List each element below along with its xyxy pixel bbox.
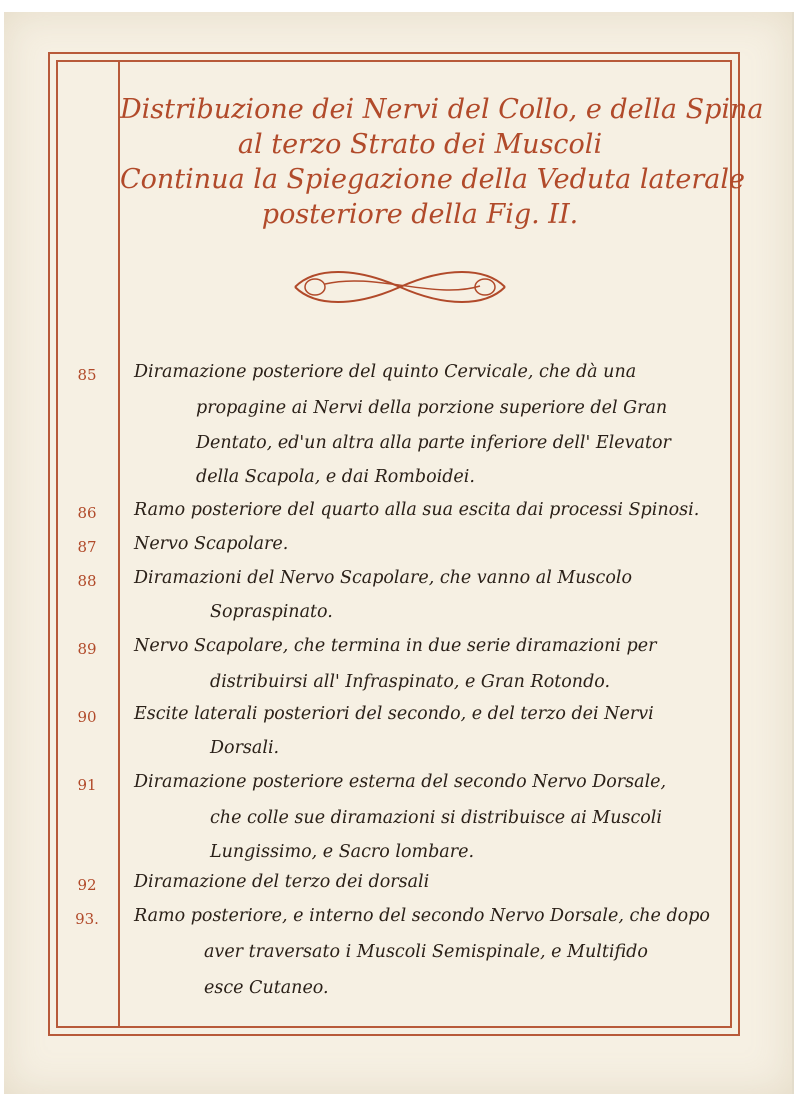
entry-87-line-1: Nervo Scapolare. [134, 534, 289, 554]
entry-86-line-1: Ramo posteriore del quarto alla sua escita dai processi Spinosi. [134, 500, 700, 520]
entry-85-line-3: Dentato, ed'un altra alla parte inferiore dell' Elevator [196, 433, 671, 453]
entry-number-93: 93. [75, 910, 99, 928]
entry-89-line-2: distribuirsi all' Infraspinato, e Gran Rotondo. [210, 672, 611, 692]
flourish-ornament [285, 262, 515, 312]
entry-93-line-3: esce Cutaneo. [204, 978, 329, 998]
page-title [120, 92, 764, 232]
entry-number-89: 89 [77, 640, 97, 658]
entry-90-line-1: Escite laterali posteriori del secondo, e del terzo dei Nervi [134, 704, 654, 724]
title-line-4: posteriore della Fig. II. [261, 199, 579, 230]
entry-88-line-2: Sopraspinato. [210, 602, 333, 622]
entry-number-91: 91 [77, 776, 97, 794]
entry-90-line-2: Dorsali. [210, 738, 280, 758]
title-line-2: al terzo Strato dei Muscoli [237, 129, 603, 160]
entry-number-85: 85 [77, 366, 97, 384]
entry-91-line-2: che colle sue diramazioni si distribuisce ai Muscoli [210, 808, 663, 828]
entry-number-90: 90 [77, 708, 97, 726]
entry-92-line-1: Diramazione del terzo dei dorsali [134, 872, 430, 892]
entry-85-line-2: propagine ai Nervi della porzione superiore del Gran [196, 398, 668, 418]
entry-91-line-3: Lungissimo, e Sacro lombare. [210, 842, 475, 862]
title-line-3: Continua la Spiegazione della Veduta laterale [120, 164, 745, 195]
entry-number-92: 92 [77, 876, 97, 894]
entry-93-line-2: aver traversato i Muscoli Semispinale, e Multifido [204, 942, 648, 962]
entry-85-line-4: della Scapola, e dai Romboidei. [196, 467, 475, 487]
entry-number-88: 88 [77, 572, 97, 590]
entry-number-86: 86 [77, 504, 97, 522]
entry-88-line-1: Diramazioni del Nervo Scapolare, che vanno al Muscolo [134, 568, 632, 588]
entry-85-line-1: Diramazione posteriore del quinto Cervicale, che dà una [134, 362, 637, 382]
entry-91-line-1: Diramazione posteriore esterna del secondo Nervo Dorsale, [134, 772, 667, 792]
entry-number-87: 87 [77, 538, 97, 556]
entry-93-line-1: Ramo posteriore, e interno del secondo Nervo Dorsale, che dopo [134, 906, 710, 926]
title-line-1: Distribuzione dei Nervi del Collo, e della Spina [120, 94, 764, 125]
entry-89-line-1: Nervo Scapolare, che termina in due serie diramazioni per [134, 636, 657, 656]
